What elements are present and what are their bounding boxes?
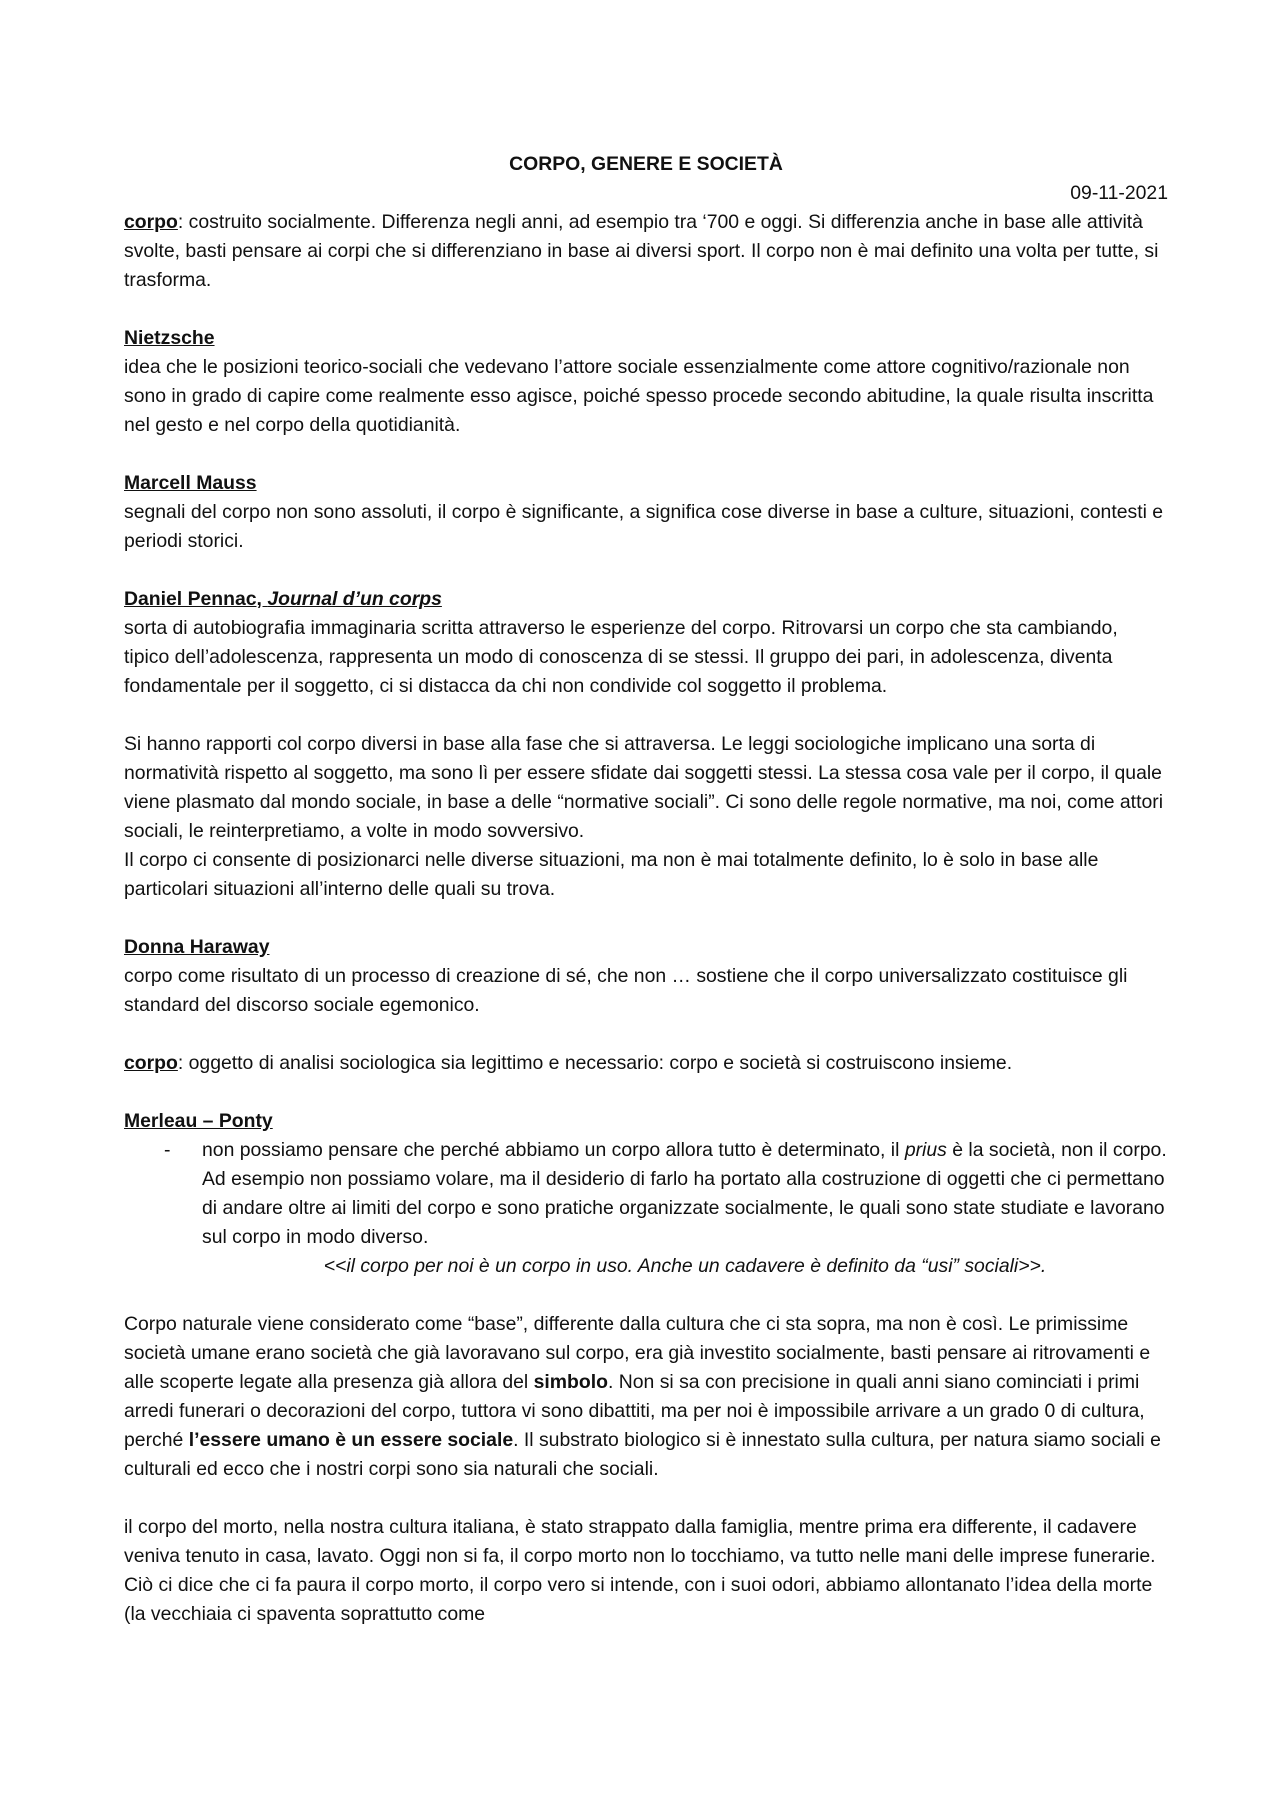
- bullet-item: [164, 1136, 1168, 1252]
- intro-paragraph: [124, 208, 1168, 295]
- document-title: CORPO, GENERE E SOCIETÀ: [509, 153, 783, 175]
- keyword-corpo-2: corpo: [124, 1052, 178, 1074]
- text-rapporti-2: Il corpo ci consente di posizionarci nelle diverse situazioni, ma non è mai totalmente definito, lo è solo in base alle particolari situazioni all’interno delle quali su trova.: [124, 849, 1099, 900]
- text-naturale-1: Corpo naturale viene considerato come “base”, differente dalla cultura che ci sta sopra, ma non è così. Le primissime società umane erano società che già lavoravano sul corpo, era già investito socialmente, basti pensare ai ritrovamenti e alle scoperte legate alla presenza già allora del: [124, 1313, 1151, 1393]
- bold-simbolo: simbolo: [533, 1371, 608, 1393]
- heading-pennac: [124, 585, 1168, 614]
- text-corpo-oggetto: [124, 1049, 1168, 1078]
- section-corpo-morto: [124, 1513, 1168, 1629]
- quote-merleau-ponty: <<il corpo per noi è un corpo in uso. Anche un cadavere è definito da “usi” sociali>>.: [323, 1255, 1047, 1277]
- text-nietzsche: idea che le posizioni teorico-sociali che vedevano l’attore sociale essenzialmente come attore cognitivo/razionale non sono in grado di capire come realmente esso agisce, poiché spesso procede secondo abitudine, la quale risulta inscritta nel gesto e nel corpo della quotidianità.: [124, 356, 1154, 436]
- keyword-corpo: corpo: [124, 211, 178, 233]
- heading-merleau-ponty: Merleau – Ponty: [124, 1110, 273, 1132]
- bullet-text: [202, 1136, 1168, 1252]
- heading-pennac-author: Daniel Pennac,: [124, 588, 268, 610]
- bullet-text-a: non possiamo pensare che perché abbiamo un corpo allora tutto è determinato, il: [202, 1139, 905, 1161]
- section-nietzsche: [124, 324, 1168, 440]
- text-pennac: sorta di autobiografia immaginaria scritta attraverso le esperienze del corpo. Ritrovarsi un corpo che sta cambiando, tipico dell’adolescenza, rappresenta un modo di conoscenza di se stessi. Il gruppo dei pari, in adolescenza, diventa fondamentale per il soggetto, ci si distacca da chi non condivide col soggetto il problema.: [124, 617, 1118, 697]
- bold-essere-sociale: l’essere umano è un essere sociale: [188, 1429, 514, 1451]
- section-corpo-oggetto: [124, 1049, 1168, 1078]
- heading-nietzsche: Nietzsche: [124, 327, 215, 349]
- section-rapporti: [124, 730, 1168, 904]
- section-haraway: [124, 933, 1168, 1020]
- section-merleau-ponty: [124, 1107, 1168, 1281]
- intro-text: : costruito socialmente. Differenza negli anni, ad esempio tra ‘700 e oggi. Si differenzia anche in base alle attività svolte, basti pensare ai corpi che si differenziano in base ai diversi sport. Il corpo non è mai definito una volta per tutte, si trasforma.: [124, 211, 1159, 291]
- document-page: [124, 150, 1168, 1629]
- text-corpo-morto: il corpo del morto, nella nostra cultura italiana, è stato strappato dalla famiglia, mentre prima era differente, il cadavere veniva tenuto in casa, lavato. Oggi non si fa, il corpo morto non lo tocchiamo, va tutto nelle mani delle imprese funerarie. Ciò ci dice che ci fa paura il corpo morto, il corpo vero si intende, con i suoi odori, abbiamo allontanato l’idea della morte (la vecchiaia ci spaventa soprattutto come: [124, 1516, 1156, 1625]
- heading-haraway: Donna Haraway: [124, 936, 270, 958]
- text-naturale-2: . Non si sa con precisione in quali anni siano cominciati i primi arredi funerari o decorazioni del corpo, tuttora vi sono dibattiti, ma per noi è impossibile arrivare a un grado 0 di cultura, perché: [124, 1371, 1145, 1451]
- text-rapporti-1: Si hanno rapporti col corpo diversi in base alla fase che si attraversa. Le leggi sociologiche implicano una sorta di normatività rispetto al soggetto, ma sono lì per essere sfidate dai soggetti stessi. La stessa cosa vale per il corpo, il quale viene plasmato dal mondo sociale, in base a delle “normative sociali”. Ci sono delle regole normative, ma noi, come attori sociali, le reinterpretiamo, a volte in modo sovversivo.: [124, 733, 1163, 842]
- text-naturale-3: . Il substrato biologico si è innestato sulla cultura, per natura siamo sociali e culturali ed ecco che i nostri corpi sono sia naturali che sociali.: [124, 1429, 1161, 1480]
- text-corpo-naturale: [124, 1310, 1168, 1484]
- section-mauss: [124, 469, 1168, 556]
- text-mauss: segnali del corpo non sono assoluti, il corpo è significante, a significa cose diverse in base a culture, situazioni, contesti e periodi storici.: [124, 501, 1164, 552]
- bullet-dash: -: [164, 1139, 171, 1161]
- heading-pennac-work: Journal d’un corps: [267, 588, 442, 610]
- bullet-text-prius: prius: [904, 1139, 947, 1161]
- heading-mauss: Marcell Mauss: [124, 472, 257, 494]
- text-haraway: corpo come risultato di un processo di creazione di sé, che non … sostiene che il corpo universalizzato costituisce gli standard del discorso sociale egemonico.: [124, 965, 1128, 1016]
- section-pennac: [124, 585, 1168, 701]
- section-corpo-naturale: [124, 1310, 1168, 1484]
- document-date: 09-11-2021: [1070, 182, 1168, 204]
- text-corpo-oggetto-body: : oggetto di analisi sociologica sia legittimo e necessario: corpo e società si costruiscono insieme.: [177, 1052, 1013, 1074]
- bullet-text-b: è la società, non il corpo. Ad esempio non possiamo volare, ma il desiderio di farlo ha portato alla costruzione di oggetti che ci permettano di andare oltre ai limiti del corpo e sono pratiche organizzate socialmente, le quali sono state studiate e lavorano sul corpo in modo diverso.: [202, 1139, 1167, 1248]
